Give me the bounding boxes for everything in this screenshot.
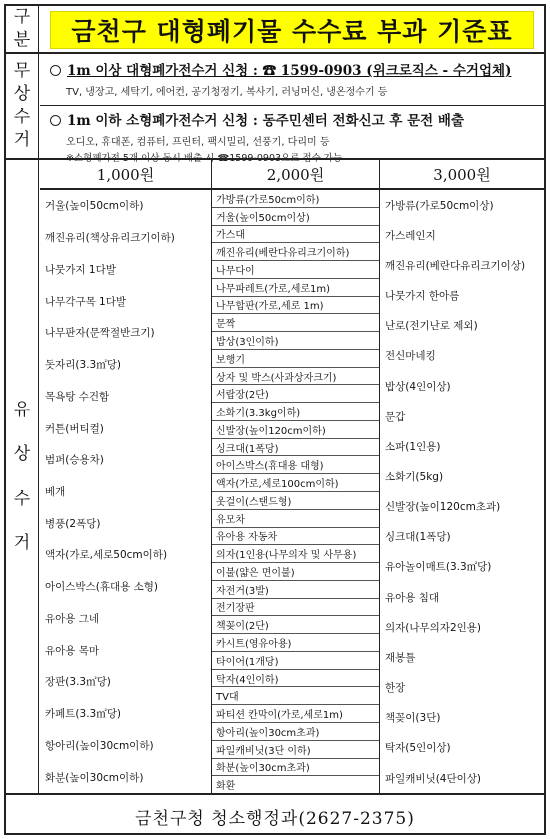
list-item: 신발장(높이120cm이하) — [212, 421, 379, 439]
header-row — [6, 6, 544, 54]
list-item: 범퍼(승용차) — [45, 454, 104, 467]
list-item: 전기장판 — [212, 599, 379, 617]
side-char: 상 — [13, 444, 31, 465]
list-item: 장판(3.3㎡당) — [45, 676, 111, 689]
list-item: 가스대 — [212, 226, 379, 244]
price-columns — [40, 190, 544, 793]
large-appliance-label: 1m 이상 대형폐가전수거 신청 : ☎ 1599-0903 (위크로직스 - 수거업체) — [67, 63, 512, 79]
small-appliance-label: 1m 이하 소형폐가전수거 신청 : 동주민센터 전화신고 후 문전 배출 — [67, 113, 464, 129]
list-item: 화분(높이30cm이하) — [45, 771, 144, 784]
list-item: 액자(가로,세로100cm이하) — [212, 474, 379, 492]
side-char: 상 — [13, 84, 31, 105]
paid-side-label — [6, 160, 39, 793]
list-item: 의자(나무의자2인용) — [385, 621, 482, 634]
list-item: 카시트(영유아용) — [212, 634, 379, 652]
page-title: 금천구 대형폐기물 수수료 부과 기준표 — [71, 17, 513, 46]
free-side-label — [6, 54, 39, 158]
contact-info: 금천구청 청소행정과(2627-2375) — [135, 808, 415, 829]
list-item: 상자 및 박스(사과상자크기) — [212, 368, 379, 386]
side-char: 분 — [13, 30, 31, 50]
list-item: 싱크대(1폭당) — [212, 439, 379, 457]
list-item: 가스레인지 — [385, 229, 436, 242]
list-item: 탁자(4인이하) — [212, 670, 379, 688]
list-item: 깨진유리(베란다유리크기이하) — [212, 243, 379, 261]
list-item: 깨진유리(베란다유리크기이상) — [385, 259, 526, 272]
list-item: 책꽂이(3단) — [385, 712, 441, 725]
list-item: 이불(얇은 면이불) — [212, 563, 379, 581]
list-item: 액자(가로,세로50cm이하) — [45, 549, 168, 562]
small-appliance-info — [40, 106, 544, 164]
list-item: 유아놀이매트(3.3㎡당) — [385, 561, 492, 574]
large-appliance-examples: TV, 냉장고, 세탁기, 에어컨, 공기청정기, 복사기, 러닝머신, 냉온정수기 등 — [66, 87, 388, 98]
circle-bullet-icon — [50, 115, 61, 126]
list-item: 파일캐비닛(4단이상) — [385, 772, 482, 785]
side-char: 구 — [13, 7, 31, 28]
list-item: 나무다이 — [212, 261, 379, 279]
large-appliance-info — [40, 54, 544, 106]
list-item: 문갑 — [385, 410, 406, 423]
side-char: 수 — [13, 107, 31, 127]
list-item: 탁자(5인이상) — [385, 742, 451, 755]
list-item: 가방류(가로50cm이상) — [385, 199, 494, 212]
list-item: 항아리(높이30cm이하) — [45, 739, 154, 752]
list-item: 서랍장(2단) — [212, 385, 379, 403]
list-item: 소화기(3.3kg이하) — [212, 403, 379, 421]
list-item: 파티션 칸막이(가로,세로1m) — [212, 705, 379, 723]
side-char: 무 — [13, 61, 31, 82]
list-item: 소파(1인용) — [385, 440, 441, 453]
title-box — [50, 11, 534, 49]
list-item: 신발장(높이120cm초과) — [385, 501, 501, 514]
price-1000-header: 1,000원 — [40, 160, 212, 188]
header-side-label — [6, 6, 39, 52]
list-item: 나무각구목 1다발 — [45, 295, 127, 308]
list-item: 아이스박스(휴대용 소형) — [45, 581, 158, 594]
price-3000-column — [380, 190, 544, 793]
list-item: 베개 — [45, 485, 66, 498]
list-item: 옷걸이(스탠드형) — [212, 492, 379, 510]
list-item: 돗자리(3.3㎡당) — [45, 359, 121, 372]
list-item: 유모차 — [212, 510, 379, 528]
list-item: 난로(전기난로 제외) — [385, 320, 478, 333]
fee-table — [4, 4, 546, 835]
price-3000-header: 3,000원 — [433, 165, 491, 184]
list-item: 나무파레트(가로,세로1m) — [212, 279, 379, 297]
small-appliance-note: ※소형폐가전 5개 이상 동시 배출 시 ☎1599-0903으로 접수 가능 — [66, 153, 343, 164]
price-header-row — [40, 160, 544, 190]
list-item: 전신마네킹 — [385, 350, 436, 363]
list-item: 타이어(1개당) — [212, 652, 379, 670]
list-item: TV대 — [212, 687, 379, 705]
list-item: 나무합판(가로,세로 1m) — [212, 297, 379, 315]
price-2000-header: 2,000원 — [212, 160, 380, 188]
list-item: 문짝 — [212, 314, 379, 332]
footer — [6, 795, 544, 837]
side-char: 거 — [13, 532, 31, 553]
list-item: 커튼(버티컬) — [45, 422, 104, 435]
list-item: 목욕탕 수건함 — [45, 390, 110, 403]
small-appliance-examples: 오디오, 휴대폰, 컴퓨터, 프린터, 팩시밀리, 선풍기, 다리미 등 — [66, 137, 330, 148]
list-item: 화환 — [216, 781, 236, 793]
list-item: 책꽂이(2단) — [212, 616, 379, 634]
list-item: 나무판자(문짝절반크기) — [45, 327, 155, 340]
list-item: 가방류(가로50cm이하) — [212, 190, 379, 208]
paid-collection-section — [6, 160, 544, 795]
side-char: 유 — [13, 400, 31, 421]
list-item: 소화기(5kg) — [385, 470, 444, 483]
list-item: 병풍(2폭당) — [45, 517, 101, 530]
list-item: 유아용 침대 — [385, 591, 440, 604]
list-item: 깨진유리(책상유리크기이하) — [45, 232, 175, 245]
list-item: 싱크대(1폭당) — [385, 531, 451, 544]
list-item: 카페트(3.3㎡당) — [45, 708, 121, 721]
list-item: 의자(1인용(나무의자 및 사무용) — [212, 545, 379, 563]
list-item: 유아용 그네 — [45, 612, 100, 625]
list-item: 항아리(높이30cm초과) — [212, 723, 379, 741]
list-item: 유아용 자동차 — [212, 528, 379, 546]
list-item: 유아용 목마 — [45, 644, 100, 657]
price-2000-column — [212, 190, 380, 793]
side-char: 수 — [13, 488, 31, 509]
list-item: 나뭇가지 1다발 — [45, 263, 116, 276]
list-item: 보행기 — [212, 350, 379, 368]
list-item: 나뭇가지 한아름 — [385, 290, 460, 303]
list-item: 재봉틀 — [385, 651, 416, 664]
list-item: 자전거(3발) — [212, 581, 379, 599]
list-item: 밥상(4인이상) — [385, 380, 451, 393]
side-char: 거 — [13, 129, 31, 150]
list-item: 한장 — [385, 682, 406, 695]
list-item: 아이스박스(휴대용 대형) — [212, 456, 379, 474]
list-item: 거울(높이50cm이하) — [45, 200, 144, 213]
list-item: 파일캐비닛(3단 이하) — [212, 741, 379, 759]
price-1000-column — [40, 190, 212, 793]
list-item: 밥상(3인이하) — [212, 332, 379, 350]
list-item: 화분(높이30cm초과) — [212, 759, 379, 777]
circle-bullet-icon — [50, 65, 61, 76]
free-collection-section — [6, 54, 544, 164]
list-item: 거울(높이50cm이상) — [212, 208, 379, 226]
